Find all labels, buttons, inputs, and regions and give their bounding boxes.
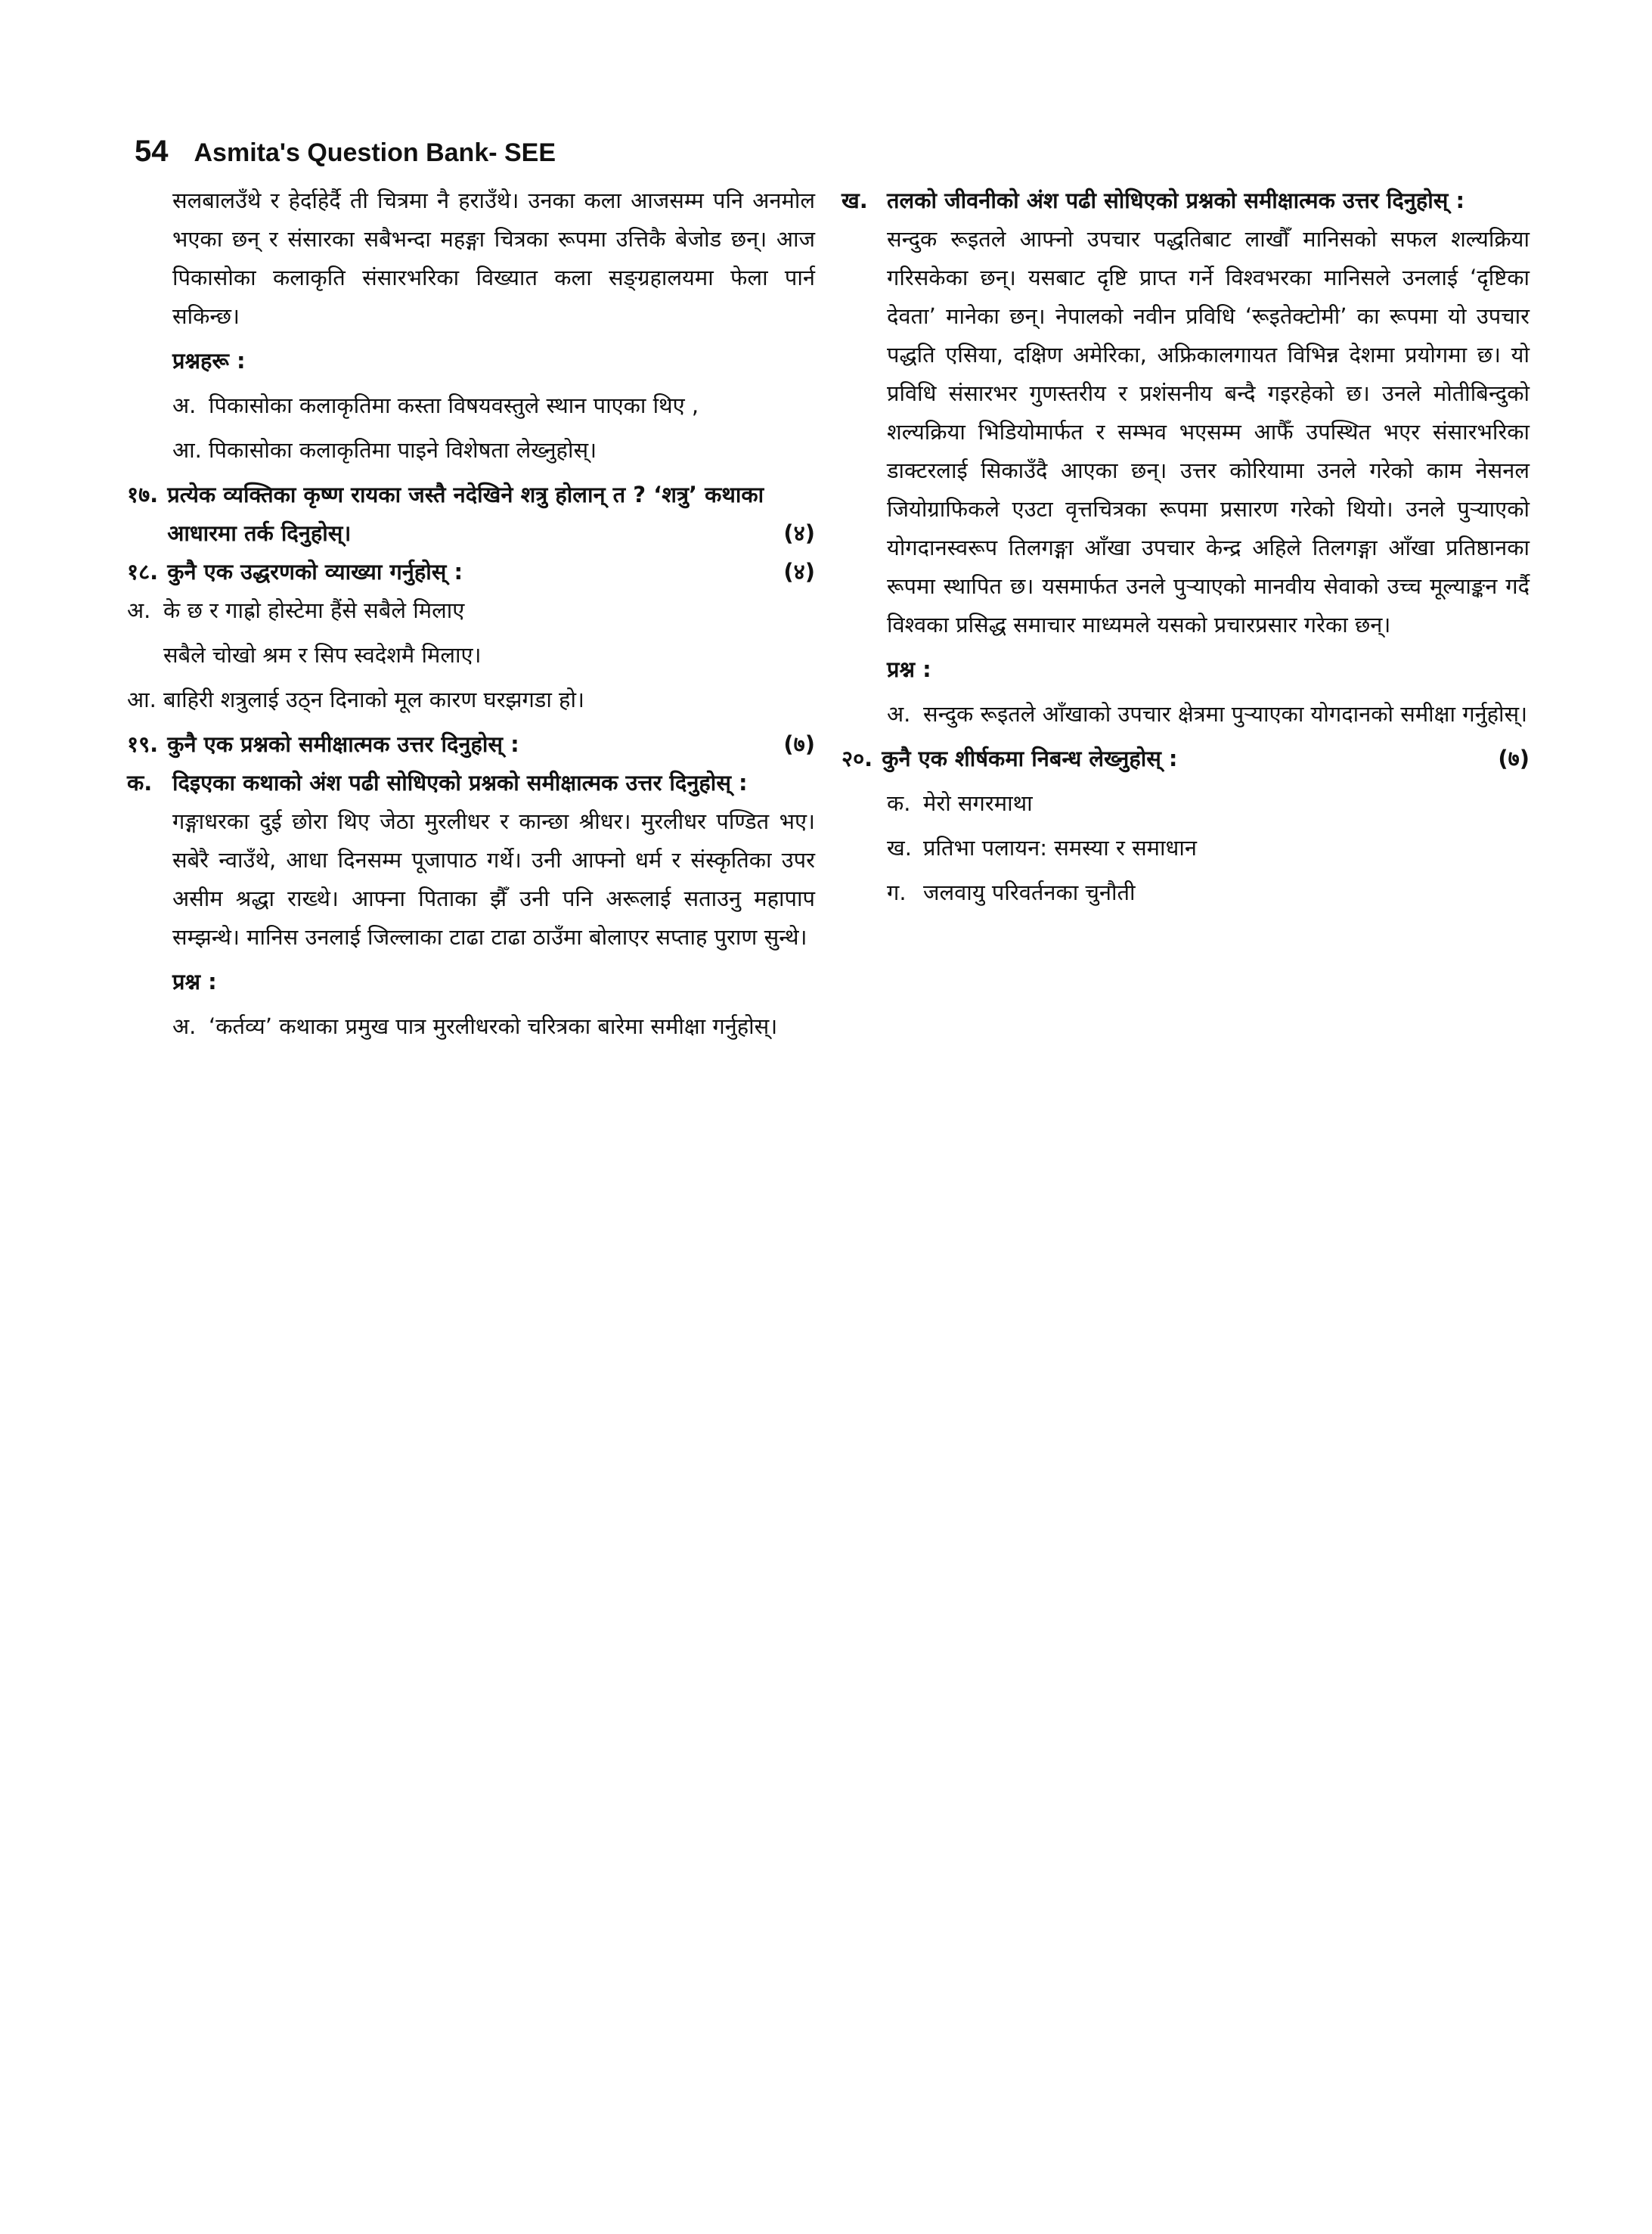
list-item: [127, 591, 815, 675]
question-text: कुनै एक उद्धरणको व्याख्या गर्नुहोस् :: [167, 559, 463, 585]
right-column: [841, 182, 1530, 912]
question-number: १९.: [127, 731, 159, 757]
question-marks: (७): [1498, 746, 1530, 771]
question-marks: (४): [783, 559, 815, 585]
item-label: अ.: [887, 701, 911, 727]
list-item: [127, 431, 815, 470]
page-header: [135, 135, 556, 169]
question-marks: (४): [783, 520, 815, 546]
book-title: Asmita's Question Bank- SEE: [194, 138, 556, 167]
page-number: 54: [135, 135, 169, 168]
question-text: कुनै एक प्रश्नको समीक्षात्मक उत्तर दिनुहोस् :: [167, 731, 519, 757]
biography-paragraph: सन्दुक रूइतले आफ्नो उपचार पद्धतिबाट लाखौँ मानिसको सफल शल्यक्रिया गरिसकेका छन्। यसबाट दृष्टि प्राप्त गर्ने विश्वभरका मानिसले उनलाई ‘दृष्टिका देवता’ मानेका छन्। नेपालको नवीन प्रविधि ‘रूइतेक्टोमी’ का रूपमा यो उपचार पद्धति एसिया, दक्षिण अमेरिका, अफ्रिकालगायत विभिन्न देशमा प्रयोगमा छ। यो प्रविधि संसारभर गुणस्तरीय र प्रशंसनीय बन्दै गइरहेको छ। उनले मोतीबिन्दुको शल्यक्रिया भिडियोमार्फत र सम्भव भएसम्म आफैँ उपस्थित भएर संसारभरिका डाक्टरलाई सिकाउँदै आएका छन्। उत्तर कोरियामा उनले गरेको काम नेसनल जियोग्राफिकले एउटा वृत्तचित्रका रूपमा प्रसारण गरेको थियो। उनले पुऱ्याएको योगदानस्वरूप तिलगङ्गा आँखा उपचार केन्द्र अहिले तिलगङ्गा आँखा प्रतिष्ठानका रूपमा स्थापित छ। यसमार्फत उनले पुऱ्याएको मानवीय सेवाको उच्च मूल्याङ्कन गर्दै विश्वका प्रसिद्ध समाचार माध्यमले यसको प्रचारप्रसार गरेका छन्।: [887, 226, 1530, 638]
item-text: जलवायु परिवर्तनका चुनौती: [923, 880, 1136, 905]
question-18: [127, 553, 815, 591]
item-text: प्रतिभा पलायन: समस्या र समाधान: [923, 835, 1197, 861]
verse-line: के छ र गाह्रो होस्टेमा हैंसे सबैले मिलाए: [163, 597, 465, 623]
list-item: [127, 386, 815, 425]
item-label: आ.: [172, 437, 202, 463]
question-number: १८.: [127, 559, 159, 585]
question-kha: [841, 182, 1530, 220]
prashna-heading: प्रश्न :: [172, 969, 217, 994]
story-paragraph: गङ्गाधरका दुई छोरा थिए जेठा मुरलीधर र कान्छा श्रीधर। मुरलीधर पण्डित भए। सबेरै न्वाउँथे, आधा दिनसम्म पूजापाठ गर्थे। उनी आफ्नो धर्म र संस्कृतिका उपर असीम श्रद्धा राख्थे। आफ्ना पिताका झैँ उनी पनि अरूलाई सताउनु महापाप सम्झन्थे। मानिस उनलाई जिल्लाका टाढा टाढा ठाउँमा बोलाएर सप्ताह पुराण सुन्थे।: [172, 808, 815, 950]
item-label: अ.: [172, 1013, 197, 1039]
list-item: [841, 873, 1530, 912]
item-text: पिकासोका कलाकृतिमा कस्ता विषयवस्तुले स्थान पाएका थिए ,: [209, 393, 699, 418]
item-label: ग.: [887, 880, 907, 905]
item-text: पिकासोका कलाकृतिमा पाइने विशेषता लेख्नुहोस्।: [209, 437, 597, 463]
question-20: [841, 740, 1530, 778]
list-item: [841, 829, 1530, 867]
question-number: २०.: [841, 746, 873, 771]
intro-paragraph: सलबालउँथे र हेर्दाहेर्दै ती चित्रमा नै हराउँथे। उनका कला आजसम्म पनि अनमोल भएका छन् र संसारका सबैभन्दा महङ्गा चित्रका रूपमा उत्तिकै बेजोड छन्। आज पिकासोका कलाकृति संसारभरिका विख्यात कला सङ्ग्रहालयमा फेला पार्न सकिन्छ।: [172, 188, 815, 329]
prashna-heading: प्रश्न :: [887, 656, 931, 682]
item-label: अ.: [127, 597, 151, 623]
item-text: ‘कर्तव्य’ कथाका प्रमुख पात्र मुरलीधरको चरित्रका बारेमा समीक्षा गर्नुहोस्।: [209, 1013, 778, 1039]
question-17: [127, 476, 815, 553]
question-19: [127, 725, 815, 764]
item-label: ख.: [887, 835, 912, 861]
item-label: अ.: [172, 393, 197, 418]
question-text: कुनै एक शीर्षकमा निबन्ध लेख्नुहोस् :: [882, 746, 1178, 771]
item-label: आ.: [127, 687, 157, 712]
question-number: ख.: [841, 188, 868, 213]
list-item: [841, 784, 1530, 823]
question-marks: (७): [783, 731, 815, 757]
item-label: क.: [887, 790, 911, 816]
questions-heading: प्रश्नहरू :: [172, 348, 246, 374]
list-item: [127, 681, 815, 719]
verse-line: सबैले चोखो श्रम र सिप स्वदेशमै मिलाए।: [163, 642, 482, 668]
question-text: दिइएका कथाको अंश पढी सोधिएको प्रश्नको समीक्षात्मक उत्तर दिनुहोस् :: [172, 770, 748, 796]
item-text: मेरो सगरमाथा: [923, 790, 1033, 816]
question-number: क.: [127, 770, 153, 796]
left-column: [127, 182, 815, 1046]
item-text: बाहिरी शत्रुलाई उठ्न दिनाको मूल कारण घरझगडा हो।: [163, 687, 584, 712]
question-number: १७.: [127, 482, 159, 507]
question-19-ka: [127, 764, 815, 802]
question-text: तलको जीवनीको अंश पढी सोधिएको प्रश्नको समीक्षात्मक उत्तर दिनुहोस् :: [887, 188, 1465, 213]
list-item: [127, 1007, 815, 1046]
question-text: प्रत्येक व्यक्तिका कृष्ण रायका जस्तै नदेखिने शत्रु होलान् त ? ‘शत्रु’ कथाका आधारमा तर्क दिनुहोस्।: [167, 482, 764, 546]
item-text: [163, 591, 815, 675]
item-text: सन्दुक रूइतले आँखाको उपचार क्षेत्रमा पुऱ्याएका योगदानको समीक्षा गर्नुहोस्।: [923, 701, 1528, 727]
list-item: [841, 695, 1530, 734]
